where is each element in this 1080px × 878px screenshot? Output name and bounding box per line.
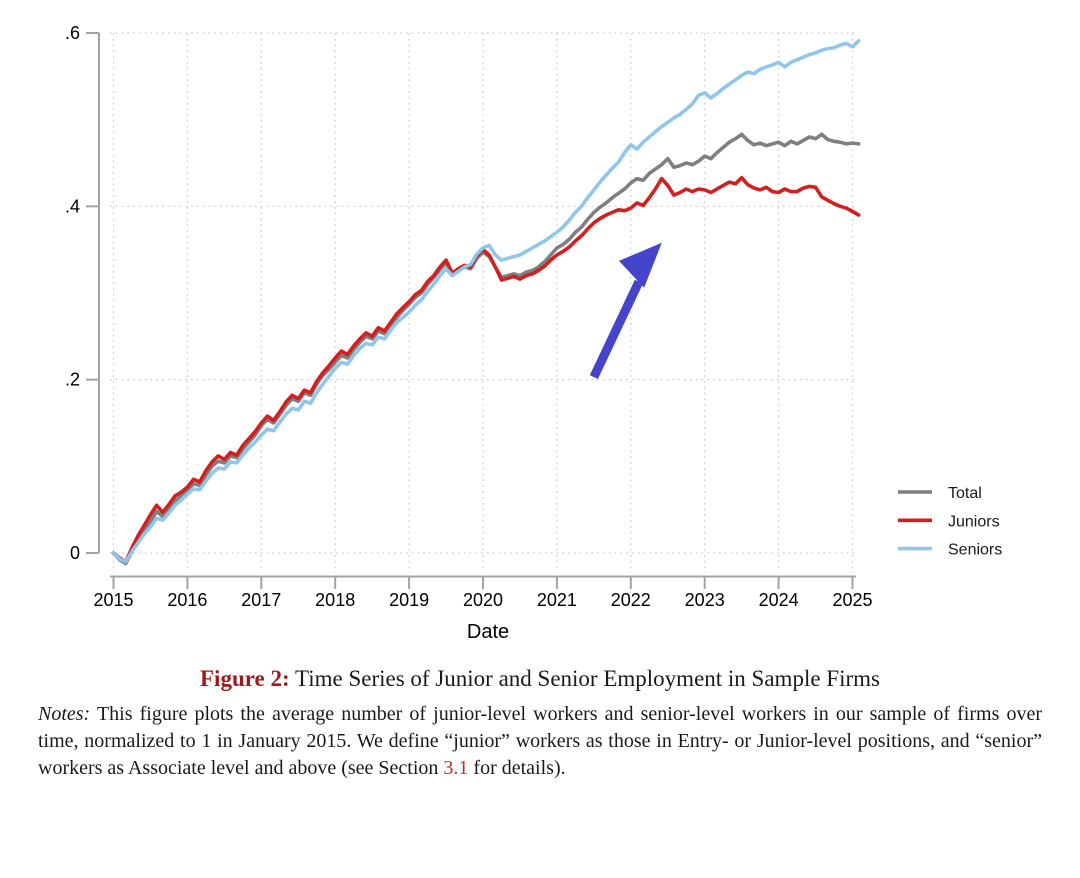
x-tick-label: 2015 xyxy=(93,590,134,610)
notes-label: Notes: xyxy=(38,703,91,725)
legend-label-total: Total xyxy=(948,485,982,502)
notes-text-1: This figure plots the average number of junior-level workers and senior-level workers in our sample of firms over time, normalized to 1 in January 2015. We define “junior” workers as those in Entry- or Junior-level positions, and “senior” workers as Associate level and above (see Section xyxy=(38,703,1042,780)
x-tick-label: 2023 xyxy=(684,590,725,610)
section-link[interactable]: 3.1 xyxy=(443,757,469,780)
x-tick-label: 2020 xyxy=(462,590,504,610)
figure-number: Figure 2: xyxy=(200,666,290,691)
y-tick-label: .4 xyxy=(64,196,80,217)
annotation-arrow-shaft xyxy=(594,282,639,377)
series-line-total xyxy=(114,134,859,563)
x-tick-label: 2017 xyxy=(241,590,282,610)
x-tick-label: 2024 xyxy=(758,590,799,610)
y-tick-label: 0 xyxy=(69,543,80,563)
figure-caption xyxy=(0,666,1080,692)
annotation-arrow-head xyxy=(619,243,662,288)
legend-label-juniors: Juniors xyxy=(948,513,1000,531)
y-tick-label: .2 xyxy=(64,369,80,390)
x-axis-title: Date xyxy=(466,621,510,643)
series-line-seniors xyxy=(114,41,859,562)
figure-title: Time Series of Junior and Senior Employment in Sample Firms xyxy=(289,666,880,691)
x-tick-label: 2021 xyxy=(536,590,577,610)
x-tick-label: 2025 xyxy=(832,590,873,610)
notes-text-2: for details). xyxy=(468,757,566,780)
x-tick-label: 2018 xyxy=(315,590,356,610)
x-tick-label: 2016 xyxy=(167,590,208,610)
x-tick-label: 2022 xyxy=(610,590,651,610)
figure-notes xyxy=(38,701,1042,783)
legend-label-seniors: Seniors xyxy=(948,541,1003,559)
y-tick-label: .6 xyxy=(64,22,80,43)
series-line-juniors xyxy=(114,178,859,562)
x-tick-label: 2019 xyxy=(389,590,430,610)
